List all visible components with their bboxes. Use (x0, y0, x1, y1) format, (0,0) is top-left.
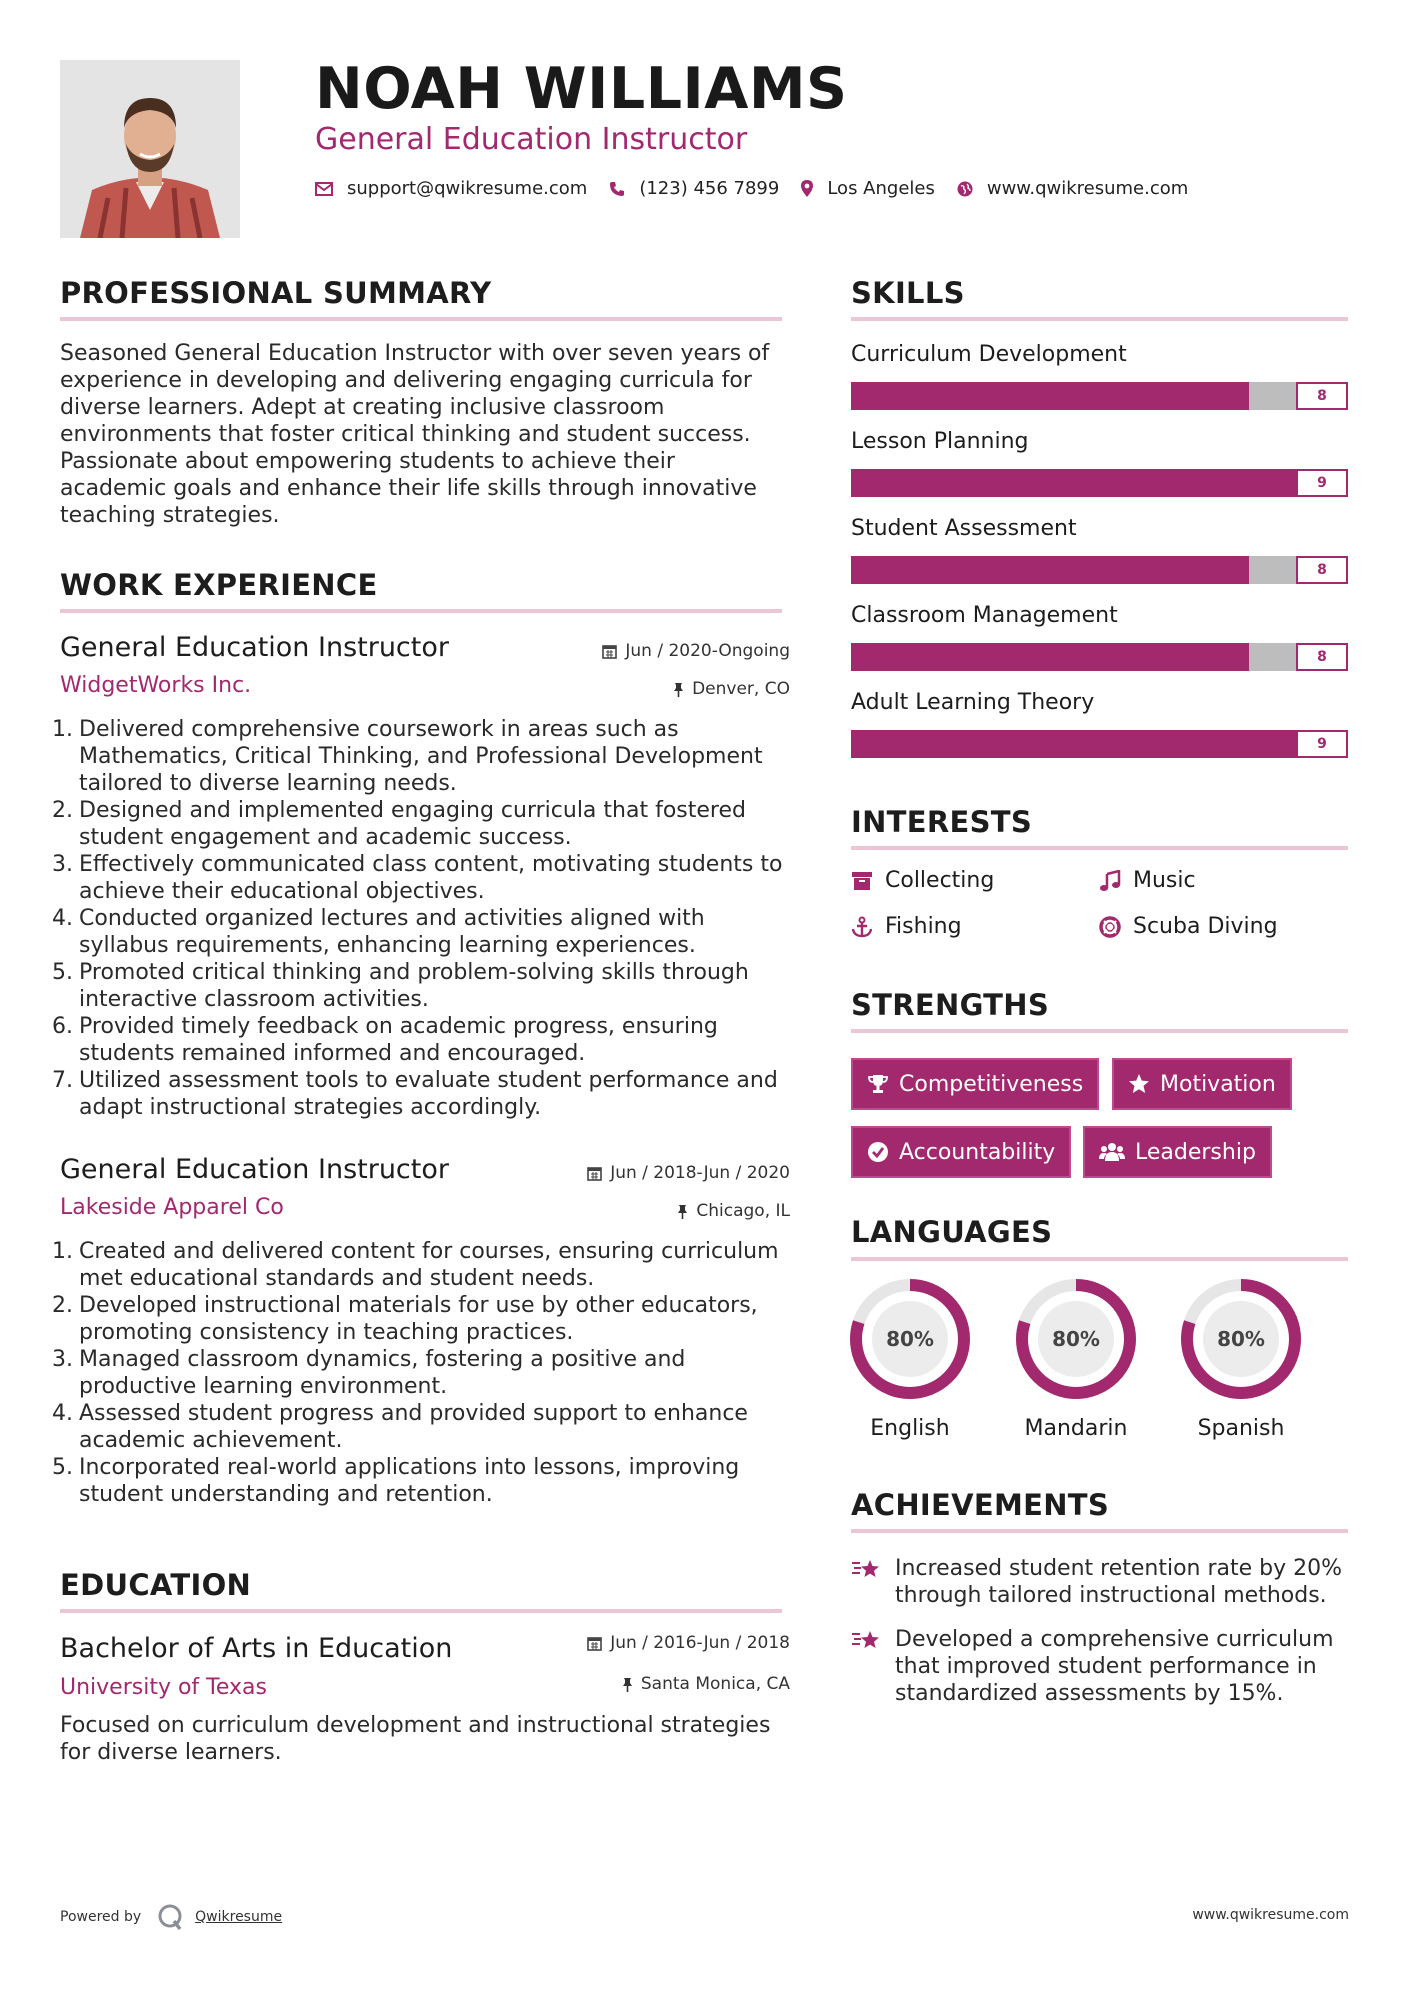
skill-score: 8 (1296, 382, 1348, 410)
skill-label: Classroom Management (851, 603, 1118, 628)
qwikresume-logo-icon (155, 1902, 185, 1932)
strength-tag: Motivation (1112, 1058, 1292, 1110)
achievements-heading: ACHIEVEMENTS (851, 1488, 1110, 1522)
footer-powered-by (60, 1902, 282, 1932)
education-description: Focused on curriculum development and instructional strategies for diverse learners. (60, 1713, 771, 1765)
contact-email[interactable] (315, 178, 587, 199)
skill-bar-fill (851, 556, 1249, 584)
strength-tag: Competitiveness (851, 1058, 1099, 1110)
education-dates-text: Jun / 2016-Jun / 2018 (610, 1633, 790, 1653)
strength-tag: Accountability (851, 1126, 1071, 1178)
contact-website[interactable] (957, 178, 1188, 199)
summary-divider (60, 317, 782, 321)
skill-label: Curriculum Development (851, 342, 1127, 367)
website-text: www.qwikresume.com (986, 178, 1189, 199)
language-ring (849, 1278, 971, 1400)
person-avatar-icon (60, 60, 240, 238)
pushpin-icon (622, 1677, 633, 1692)
list-item: 5. Incorporated real-world applications into lessons, improving student understanding and retention. (52, 1455, 740, 1507)
skill-bar (851, 556, 1348, 584)
skill-score: 8 (1296, 556, 1348, 584)
contact-phone[interactable] (609, 178, 779, 199)
list-item: 3. Effectively communicated class content, motivating students to achieve their educational objectives. (52, 852, 783, 904)
degree-title: Bachelor of Arts in Education (60, 1633, 453, 1664)
candidate-name: NOAH WILLIAMS (315, 56, 848, 122)
experience-divider (60, 609, 782, 613)
strengths-heading: STRENGTHS (851, 988, 1050, 1022)
job-title: General Education Instructor (60, 1154, 449, 1185)
skill-score: 8 (1296, 643, 1348, 671)
shooting-star-icon (851, 1557, 883, 1583)
map-pin-icon (801, 180, 813, 197)
life-ring-icon (1099, 916, 1121, 938)
list-item: 4. Assessed student progress and provided support to enhance academic achievement. (52, 1401, 748, 1453)
pushpin-icon (677, 1204, 688, 1219)
language-level: 80% (886, 1327, 934, 1351)
language-level: 80% (1052, 1327, 1100, 1351)
list-item: 1. Delivered comprehensive coursework in areas such as Mathematics, Critical Thinking, and Professional Development tailored to diverse learning needs. (52, 717, 763, 796)
list-item: 4. Conducted organized lectures and activities aligned with syllabus requirements, enhancing learning experiences. (52, 906, 705, 958)
language-ring (1015, 1278, 1137, 1400)
skill-bar (851, 730, 1348, 758)
skills-heading: SKILLS (851, 276, 965, 310)
phone-text: (123) 456 7899 (639, 178, 780, 199)
skill-bar (851, 643, 1348, 671)
skill-bar-fill (851, 730, 1298, 758)
job-title: General Education Instructor (60, 632, 449, 663)
job-dates-text: Jun / 2020-Ongoing (625, 641, 790, 661)
language-name: English (870, 1416, 950, 1441)
shooting-star-icon (851, 1628, 883, 1654)
list-item: 7. Utilized assessment tools to evaluate student performance and adapt instructional strategies accordingly. (52, 1068, 778, 1120)
experience-heading: WORK EXPERIENCE (60, 568, 378, 602)
job-company: Lakeside Apparel Co (60, 1195, 284, 1220)
contact-location (801, 178, 935, 199)
candidate-title: General Education Instructor (315, 122, 748, 157)
skill-score: 9 (1296, 730, 1348, 758)
skill-label: Student Assessment (851, 516, 1077, 541)
job-company: WidgetWorks Inc. (60, 673, 252, 698)
job-location (673, 679, 790, 699)
skill-bar (851, 382, 1348, 410)
users-icon (1099, 1141, 1125, 1163)
language-level: 80% (1217, 1327, 1265, 1351)
skill-bar-fill (851, 643, 1249, 671)
list-item: 6. Provided timely feedback on academic progress, ensuring students remained informed and encouraged. (52, 1014, 718, 1066)
education-location (622, 1674, 790, 1694)
pushpin-icon (673, 682, 684, 697)
languages-divider (851, 1257, 1348, 1261)
email-text: support@qwikresume.com (347, 178, 588, 199)
skill-label: Adult Learning Theory (851, 690, 1095, 715)
education-location-text: Santa Monica, CA (640, 1674, 790, 1694)
languages-heading: LANGUAGES (851, 1215, 1053, 1249)
check-circle-icon (867, 1141, 889, 1163)
skill-bar (851, 469, 1348, 497)
calendar-icon (587, 1636, 602, 1651)
education-heading: EDUCATION (60, 1568, 252, 1602)
job-dates (602, 641, 790, 661)
language-ring (1180, 1278, 1302, 1400)
education-divider (60, 1609, 782, 1613)
interest-item: Fishing (851, 914, 962, 939)
strengths-divider (851, 1029, 1348, 1033)
language-name: Mandarin (1024, 1416, 1128, 1441)
interests-heading: INTERESTS (851, 805, 1033, 839)
phone-icon (609, 181, 625, 197)
skills-divider (851, 317, 1348, 321)
music-note-icon (1099, 870, 1121, 892)
powered-by-label: Powered by (60, 1909, 142, 1925)
job-location-text: Chicago, IL (696, 1201, 790, 1221)
list-item: 2. Designed and implemented engaging curricula that fostered student engagement and academic success. (52, 798, 746, 850)
contact-bar (315, 178, 1210, 199)
anchor-icon (851, 916, 873, 938)
job-duties-list (52, 1238, 795, 1508)
location-text: Los Angeles (827, 178, 935, 199)
interest-item: Scuba Diving (1099, 914, 1278, 939)
school-name: University of Texas (60, 1675, 267, 1700)
envelope-icon (315, 182, 333, 196)
achievement-item: Increased student retention rate by 20% through tailored instructional methods. (851, 1555, 1348, 1609)
list-item: 5. Promoted critical thinking and problem-solving skills through interactive classroom activities. (52, 960, 749, 1012)
education-dates (587, 1633, 790, 1653)
interests-divider (851, 846, 1348, 850)
footer-website[interactable]: www.qwikresume.com (1192, 1907, 1349, 1923)
calendar-icon (587, 1166, 602, 1181)
job-dates (587, 1163, 790, 1183)
achievements-divider (851, 1529, 1348, 1533)
list-item: 1. Created and delivered content for courses, ensuring curriculum met educational standards and student needs. (52, 1239, 779, 1291)
list-item: 3. Managed classroom dynamics, fostering a positive and productive learning environment. (52, 1347, 686, 1399)
skill-bar-fill (851, 469, 1298, 497)
star-icon (1128, 1073, 1150, 1095)
job-location (677, 1201, 790, 1221)
calendar-icon (602, 644, 617, 659)
list-item: 2. Developed instructional materials for use by other educators, promoting consistency in teaching practices. (52, 1293, 758, 1345)
strength-tag: Leadership (1083, 1126, 1272, 1178)
language-name: Spanish (1197, 1416, 1285, 1441)
job-location-text: Denver, CO (692, 679, 790, 699)
trophy-icon (867, 1073, 889, 1095)
qwikresume-link[interactable]: Qwikresume (195, 1909, 283, 1925)
globe-icon (957, 181, 973, 197)
interest-item: Collecting (851, 868, 994, 893)
skill-bar-fill (851, 382, 1249, 410)
skill-label: Lesson Planning (851, 429, 1029, 454)
summary-text: Seasoned General Education Instructor with over seven years of experience in developing and delivering engaging curricula for diverse learners. Adept at creating inclusive classroom environments that foster critical thinking and student success. Passionate about empowering students to achieve their academic goals and enhance their life skills through innovative teaching strategies. (60, 341, 770, 528)
job-dates-text: Jun / 2018-Jun / 2020 (610, 1163, 790, 1183)
skill-score: 9 (1296, 469, 1348, 497)
job-duties-list (52, 716, 795, 1121)
summary-heading: PROFESSIONAL SUMMARY (60, 276, 492, 310)
achievement-item: Developed a comprehensive curriculum that improved student performance in standardized assessments by 15%. (851, 1626, 1348, 1707)
interest-item: Music (1099, 868, 1196, 893)
archive-icon (851, 871, 873, 891)
profile-photo (60, 60, 240, 238)
